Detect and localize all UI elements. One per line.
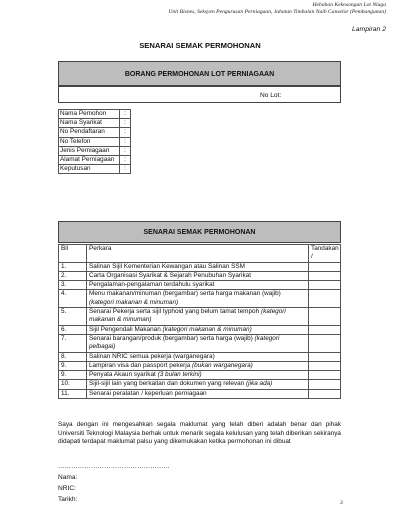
item-text-cell: [87, 271, 309, 280]
applicant-info-table: [58, 109, 131, 174]
form-field-label: No Pendaftaran: [59, 128, 120, 137]
checklist-row: [59, 371, 341, 380]
item-text-cell: [87, 352, 309, 361]
checklist-title-bar: [58, 221, 341, 243]
header-subtitle: Unit Bisnes, Seksyen Pengurusan Perniagaan, Jabatan Timbalan Naib Canselor (Pembangunan): [168, 9, 386, 15]
item-number: 7.: [59, 334, 87, 352]
item-text: Senarai barangan/produk (bergambar) serta harga (wajib): [89, 334, 253, 342]
item-note: (kategori makanan & minuman): [89, 298, 179, 306]
item-number: 2.: [59, 271, 87, 280]
form-field-colon: :: [120, 137, 131, 146]
form-field-label: Jenis Perniagaan: [59, 146, 120, 155]
item-number: 4.: [59, 290, 87, 308]
item-number: 8.: [59, 352, 87, 361]
item-note: (bukan warganegara): [192, 361, 253, 369]
item-number: 3.: [59, 281, 87, 290]
item-text-cell: [87, 308, 309, 326]
item-text-cell: [87, 361, 309, 370]
form-row: [59, 110, 131, 119]
checklist-row: [59, 389, 341, 398]
checkbox-cell[interactable]: [309, 271, 341, 280]
form-field-label: No Telefon: [59, 137, 120, 146]
item-note: (jika ada): [246, 380, 273, 388]
appendix-label: Lampiran 2: [351, 26, 386, 33]
item-text-cell: [87, 325, 309, 334]
item-note: (kategori pelbagai): [89, 334, 280, 351]
item-text-cell: [87, 380, 309, 389]
checkbox-cell[interactable]: [309, 290, 341, 308]
item-note: (3 bulan terkini): [157, 371, 202, 379]
item-number: 10.: [59, 380, 87, 389]
form-field-label: Keputusan: [59, 165, 120, 174]
item-text: Pengalaman-pengalaman terdahulu syarikat: [89, 281, 215, 289]
item-number: 11.: [59, 389, 87, 398]
form-title-bar: [58, 61, 341, 86]
item-text: Senarai Pekerja serta sijil typhoid yang belum tamat tempoh: [89, 308, 260, 316]
item-text-cell: [87, 371, 309, 380]
form-field-label: Nama Syarikat: [59, 119, 120, 128]
checkbox-cell[interactable]: [309, 371, 341, 380]
form-row: [59, 156, 131, 165]
item-number: 1.: [59, 262, 87, 271]
item-text: Menu makanan/minuman (bergambar) serta harga makanan (wajib): [89, 290, 281, 298]
item-text: Salinan Sijil Kementerian Kewangan atau Salinan SSM: [89, 262, 245, 270]
checklist-title: SENARAI SEMAK PERMOHONAN: [143, 229, 256, 236]
checklist-row: [59, 271, 341, 280]
item-text-cell: [87, 281, 309, 290]
checkbox-cell[interactable]: [309, 334, 341, 352]
checkbox-cell[interactable]: [309, 361, 341, 370]
form-field-label: Nama Pemohon: [59, 110, 120, 119]
nric-label: NRIC:: [58, 485, 76, 492]
checklist-row: [59, 281, 341, 290]
form-row: [59, 119, 131, 128]
item-text: Sijil-sijil lain yang berkaitan dan dokumen yang relevan: [89, 380, 245, 388]
checkbox-cell[interactable]: [309, 325, 341, 334]
col-perkara: Perkara: [87, 245, 309, 263]
signature-line: ……………………………………………: [58, 463, 171, 470]
no-lot-box: [58, 86, 341, 103]
item-text-cell: [87, 389, 309, 398]
form-row: [59, 137, 131, 146]
date-label: Tarikh:: [58, 496, 78, 503]
document-title: SENARAI SEMAK PERMOHONAN: [139, 41, 261, 50]
col-tandakan: Tandakan /: [309, 245, 341, 263]
item-text-cell: [87, 334, 309, 352]
checkbox-cell[interactable]: [309, 262, 341, 271]
item-note: (kategori makanan & minuman): [89, 308, 286, 324]
checkbox-cell[interactable]: [309, 380, 341, 389]
form-field-colon: :: [120, 119, 131, 128]
checklist-header-row: [59, 245, 341, 263]
item-number: 5.: [59, 308, 87, 326]
checkbox-cell[interactable]: [309, 352, 341, 361]
item-text: Lampiran visa dan passport pekerja: [89, 361, 191, 369]
checklist-row: [59, 325, 341, 334]
checklist-row: [59, 308, 341, 326]
item-text-cell: [87, 290, 309, 308]
header-title: Hebahan Kekosongan Lot Niaga: [312, 2, 386, 8]
declaration-text: Saya dengan ini mengesahkan segala maklumat yang telah diberi adalah benar dan pihak Universiti Teknologi Malaysia berhak untuk menarik segala kelulusan yang telah diberikan sekiranya didapati terdapat maklumat palsu yang dikemukakan ketika permohonan ini dibuat: [58, 421, 341, 446]
form-row: [59, 165, 131, 174]
item-text: Salinan NRIC semua pekerja (warganegara): [89, 352, 215, 360]
form-row: [59, 146, 131, 155]
form-field-colon: :: [120, 165, 131, 174]
form-row: [59, 128, 131, 137]
item-number: 6.: [59, 325, 87, 334]
item-note: (kategori makanan & minuman): [162, 325, 252, 333]
checklist-row: [59, 361, 341, 370]
item-number: 9.: [59, 371, 87, 380]
form-field-colon: :: [120, 146, 131, 155]
page-number: 3: [340, 500, 343, 506]
no-lot-label: No Lot:: [260, 92, 282, 99]
col-bil: Bil: [59, 245, 87, 263]
item-text: Carta Organisasi Syarikat & Sejarah Penubuhan Syarikat: [89, 271, 251, 279]
form-field-label: Alamat Perniagaan: [59, 156, 120, 165]
form-field-colon: :: [120, 128, 131, 137]
form-field-colon: :: [120, 110, 131, 119]
checklist-row: [59, 334, 341, 352]
checkbox-cell[interactable]: [309, 281, 341, 290]
name-label: Nama:: [58, 474, 78, 481]
checklist-row: [59, 290, 341, 308]
item-text: Penyata Akaun syarikat: [89, 371, 156, 379]
checkbox-cell[interactable]: [309, 308, 341, 326]
checkbox-cell[interactable]: [309, 389, 341, 398]
form-title: BORANG PERMOHONAN LOT PERNIAGAAN: [124, 71, 275, 78]
form-field-colon: :: [120, 156, 131, 165]
item-text: Sijil Pengendali Makanan: [89, 325, 161, 333]
item-text: Senarai peralatan / keperluan perniagaan: [89, 389, 207, 397]
item-text-cell: [87, 262, 309, 271]
page-header: [168, 2, 386, 16]
checklist-row: [59, 262, 341, 271]
checklist-row: [59, 380, 341, 389]
checklist-table: [58, 244, 341, 399]
checklist-row: [59, 352, 341, 361]
item-number: 9.: [59, 361, 87, 370]
